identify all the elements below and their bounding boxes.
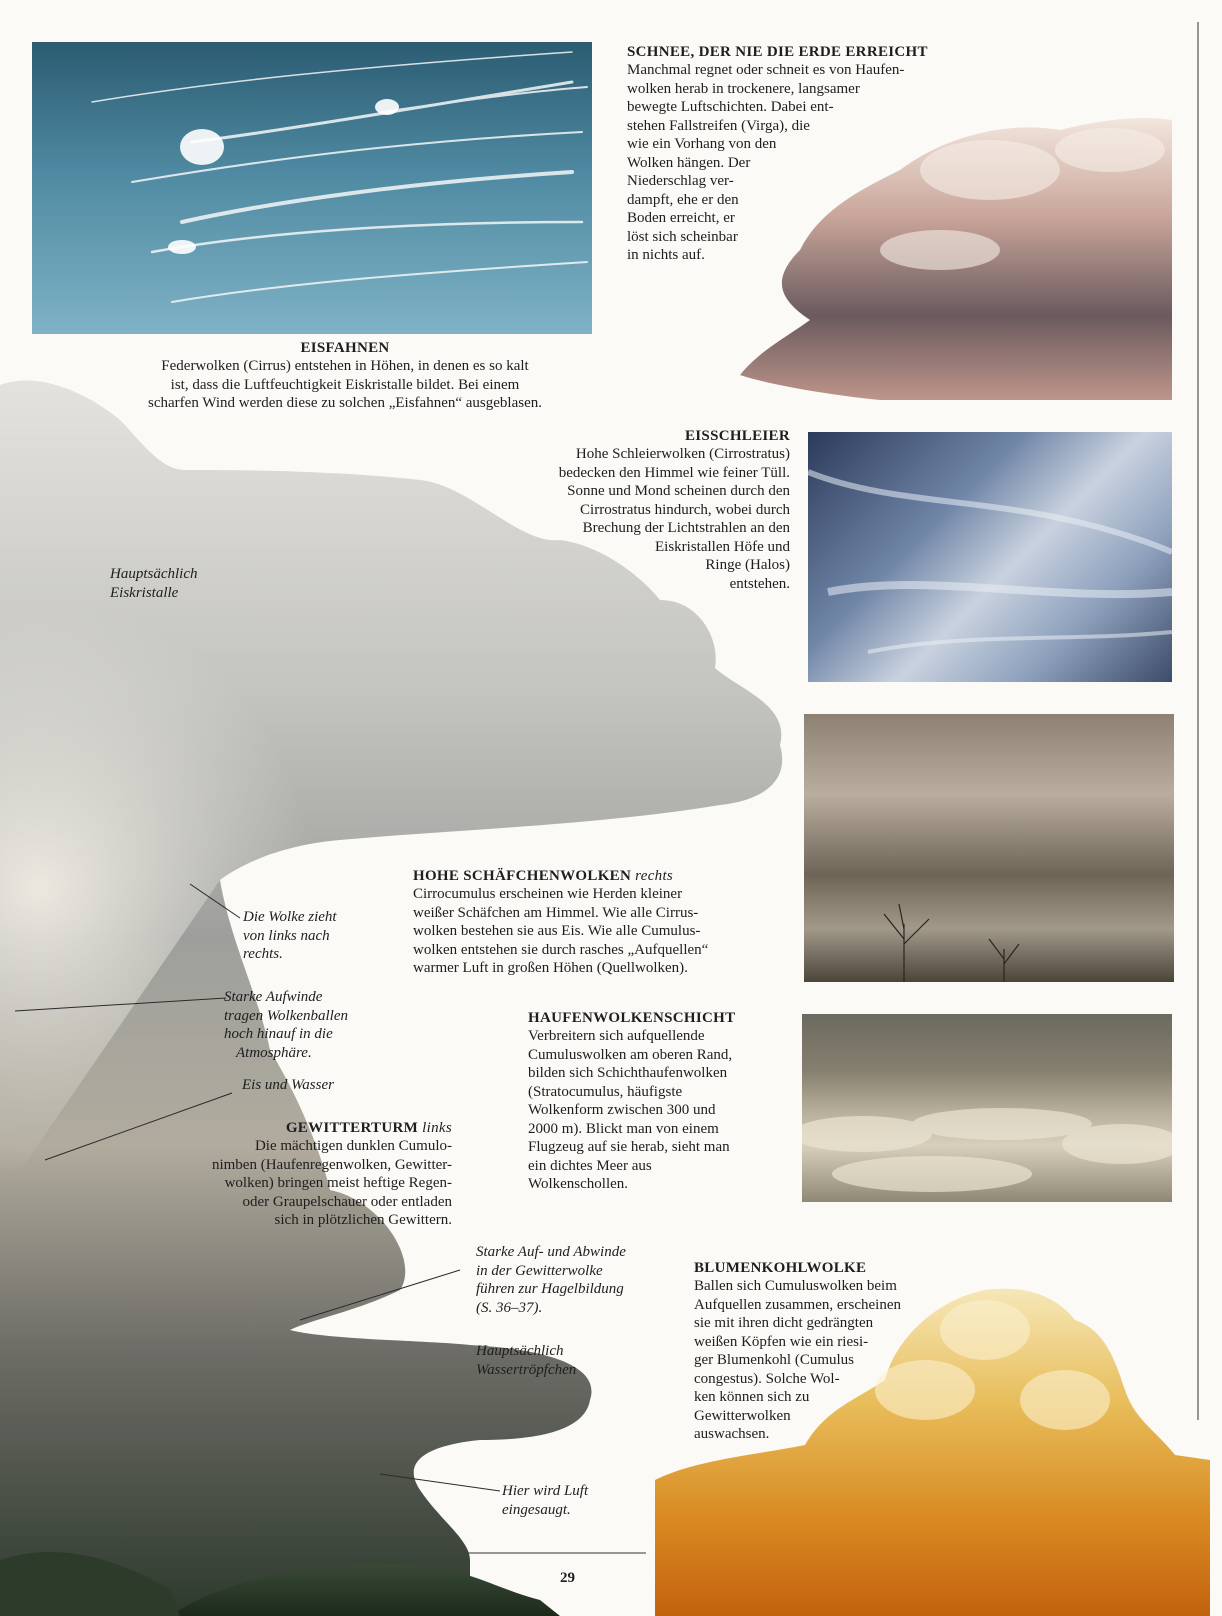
text-line: bedecken den Himmel wie feiner Tüll. bbox=[558, 464, 790, 481]
text-line: wie ein Vorhang von den bbox=[627, 136, 777, 152]
text-line: ein dichtes Meer aus bbox=[528, 1157, 652, 1174]
text-line: weißen Köpfen wie ein riesi- bbox=[694, 1333, 869, 1350]
text-line: Aufquellen zusammen, erscheinen bbox=[694, 1296, 902, 1313]
text-line: Sonne und Mond scheinen durch den bbox=[567, 483, 790, 499]
text-line: ist, dass die Luftfeuchtigkeit Eiskristalle bildet. Bei einem bbox=[170, 376, 520, 393]
text-line: nimben (Haufenregenwolken, Gewitter- bbox=[211, 1156, 452, 1173]
blumenkohl-body bbox=[694, 1277, 964, 1444]
heading-text: HOHE SCHÄFCHENWOLKEN bbox=[413, 868, 632, 884]
text-line: sie mit ihren dicht gedrängten bbox=[694, 1315, 874, 1331]
text-line: Cirrostratus hindurch, wobei durch bbox=[580, 501, 790, 518]
eisfahnen-body bbox=[80, 357, 610, 413]
text-line: Federwolken (Cirrus) entstehen in Höhen, in denen es so kalt bbox=[161, 358, 529, 374]
annotation-aufwinde bbox=[224, 988, 348, 1062]
text-line: Ballen sich Cumuluswolken beim bbox=[694, 1278, 897, 1294]
text-line: stehen Fallstreifen (Virga), die bbox=[627, 117, 810, 134]
text-line: wolken bestehen sie aus Eis. Wie alle Cumulus- bbox=[413, 923, 701, 939]
text-line: weißer Schäfchen am Himmel. Wie alle Cirrus- bbox=[413, 904, 699, 921]
text-line: scharfen Wind werden diese zu solchen „Eisfahnen“ ausgeblasen. bbox=[148, 395, 542, 411]
text-line: Die Wolke zieht bbox=[243, 909, 337, 925]
eisfahnen-section bbox=[80, 340, 610, 413]
text-line: in nichts auf. bbox=[627, 247, 705, 263]
text-line: Wassertröpfchen bbox=[476, 1361, 577, 1378]
text-line: hoch hinauf in die bbox=[224, 1026, 333, 1042]
text-line: wolken) bringen meist heftige Regen- bbox=[224, 1175, 452, 1191]
text-line: Wolken hängen. Der bbox=[627, 154, 751, 171]
annotation-wolke-zieht bbox=[243, 908, 337, 964]
text-line: (Stratocumulus, häufigste bbox=[528, 1083, 683, 1100]
text-line: in der Gewitterwolke bbox=[476, 1262, 603, 1279]
text-line: wolken entstehen sie durch rasches „Aufquellen“ bbox=[413, 941, 709, 958]
schnee-heading: SCHNEE, DER NIE DIE ERDE ERREICHT bbox=[627, 44, 928, 60]
text-line: rechts. bbox=[243, 946, 283, 962]
annotation-wassertropfchen bbox=[476, 1342, 576, 1379]
text-line: sich in plötzlichen Gewittern. bbox=[274, 1212, 452, 1228]
annotation-luft bbox=[502, 1482, 588, 1519]
text-line: Wolkenschollen. bbox=[528, 1176, 629, 1192]
gewitterturm-heading bbox=[130, 1120, 452, 1137]
text-line: löst sich scheinbar bbox=[627, 228, 738, 245]
schnee-section bbox=[627, 44, 997, 265]
text-line: Wolkenform zwischen 300 und bbox=[528, 1102, 716, 1118]
text-line: tragen Wolkenballen bbox=[224, 1007, 349, 1024]
text-line: bewegte Luftschichten. Dabei ent- bbox=[627, 99, 834, 115]
text-line: Brechung der Lichtstrahlen an den bbox=[582, 520, 790, 536]
blumenkohl-section bbox=[694, 1260, 964, 1444]
text-line: 2000 m). Blickt man von einem bbox=[528, 1120, 719, 1137]
text-line: congestus). Solche Wol- bbox=[694, 1370, 840, 1387]
gewitterturm-body bbox=[130, 1137, 452, 1230]
text-line: warmer Luft in großen Höhen (Quellwolken). bbox=[413, 960, 688, 976]
text-line: bilden sich Schichthaufenwolken bbox=[528, 1065, 728, 1081]
text-line: Eiskristallen Höfe und bbox=[655, 538, 790, 555]
text-line: Cumuluswolken am oberen Rand, bbox=[528, 1046, 733, 1063]
text-line: eingesaugt. bbox=[502, 1501, 571, 1518]
haufenschicht-heading: HAUFENWOLKENSCHICHT bbox=[528, 1010, 736, 1026]
schaefchen-section bbox=[413, 868, 793, 978]
text-line: ken können sich zu bbox=[694, 1389, 810, 1405]
page-number: 29 bbox=[560, 1570, 575, 1586]
heading-suffix: links bbox=[422, 1120, 452, 1136]
text-line: Ringe (Halos) bbox=[705, 557, 790, 573]
text-line: Hier wird Luft bbox=[502, 1483, 589, 1499]
text-line: Verbreitern sich aufquellende bbox=[528, 1028, 705, 1044]
text-line: Manchmal regnet oder schneit es von Haufen- bbox=[627, 62, 905, 78]
text-line: Niederschlag ver- bbox=[627, 173, 734, 189]
heading-suffix: rechts bbox=[635, 868, 674, 884]
annotation-eiskristalle bbox=[110, 565, 198, 602]
annotation-hagel bbox=[476, 1243, 626, 1317]
haufenschicht-section bbox=[528, 1010, 798, 1194]
text-line: Die mächtigen dunklen Cumulo- bbox=[254, 1138, 452, 1154]
text-line: Eiskristalle bbox=[110, 584, 179, 601]
text-line: Atmosphäre. bbox=[236, 1044, 312, 1061]
haufenschicht-body bbox=[528, 1027, 798, 1194]
eisschleier-heading: EISSCHLEIER bbox=[684, 428, 790, 444]
text-line: Eis und Wasser bbox=[242, 1077, 334, 1093]
text-line: führen zur Hagelbildung bbox=[476, 1281, 624, 1297]
text-line: (S. 36–37). bbox=[476, 1299, 543, 1316]
eisschleier-section bbox=[480, 428, 790, 593]
text-line: wolken herab in trockenere, langsamer bbox=[627, 80, 860, 97]
text-line: Hohe Schleierwolken (Cirrostratus) bbox=[575, 446, 790, 462]
text-line: ger Blumenkohl (Cumulus bbox=[694, 1352, 854, 1368]
text-line: Starke Aufwinde bbox=[224, 989, 323, 1005]
text-line: Cirrocumulus erscheinen wie Herden kleiner bbox=[413, 886, 683, 902]
text-line: Hauptsächlich bbox=[476, 1343, 564, 1359]
text-line: Boden erreicht, er bbox=[627, 210, 735, 226]
gewitterturm-section bbox=[130, 1120, 452, 1230]
annotation-eis-wasser bbox=[242, 1076, 334, 1095]
text-line: entstehen. bbox=[729, 575, 790, 592]
eisfahnen-heading: EISFAHNEN bbox=[300, 340, 390, 356]
text-line: oder Graupelschauer oder entladen bbox=[242, 1193, 452, 1210]
eisschleier-body bbox=[480, 445, 790, 593]
text-line: dampft, ehe er den bbox=[627, 191, 739, 208]
text-line: Flugzeug auf sie herab, sieht man bbox=[528, 1139, 730, 1155]
schnee-body bbox=[627, 61, 997, 265]
text-line: Hauptsächlich bbox=[110, 566, 198, 582]
heading-text: GEWITTERTURM bbox=[285, 1120, 419, 1136]
text-line: auswachsen. bbox=[694, 1426, 770, 1442]
text-line: Starke Auf- und Abwinde bbox=[476, 1244, 626, 1260]
schaefchen-heading bbox=[413, 868, 793, 885]
schaefchen-body bbox=[413, 885, 793, 978]
text-line: von links nach bbox=[243, 927, 330, 944]
blumenkohl-heading: BLUMENKOHLWOLKE bbox=[694, 1260, 867, 1276]
text-line: Gewitterwolken bbox=[694, 1407, 791, 1424]
